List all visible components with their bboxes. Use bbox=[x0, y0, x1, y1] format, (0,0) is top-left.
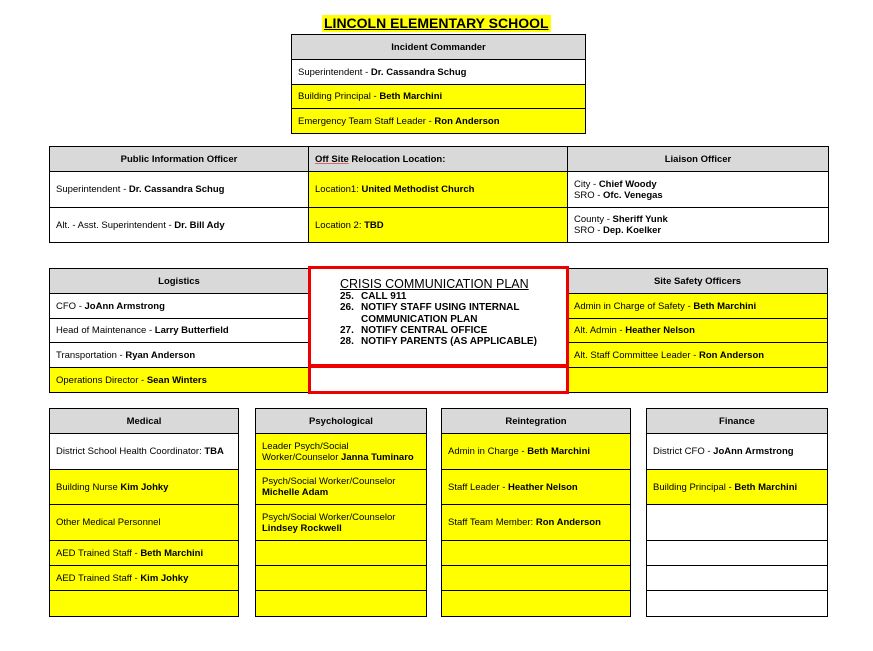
table-row: Admin in Charge - Beth Marchini bbox=[442, 434, 631, 470]
public-info-header: Public Information Officer bbox=[50, 147, 309, 172]
table-row: City - Chief Woody SRO - Ofc. Venegas bbox=[568, 172, 829, 208]
table-row-empty bbox=[647, 591, 828, 617]
table-row: Superintendent - Dr. Cassandra Schug bbox=[292, 60, 586, 85]
table-row-empty bbox=[647, 541, 828, 566]
table-row: CFO - JoAnn Armstrong bbox=[50, 294, 309, 319]
crisis-plan-title: CRISIS COMMUNICATION PLAN bbox=[340, 277, 529, 291]
table-row-empty bbox=[50, 591, 239, 617]
table-row: Emergency Team Staff Leader - Ron Anderson bbox=[292, 109, 586, 134]
reintegration-header: Reintegration bbox=[442, 409, 631, 434]
school-title: LINCOLN ELEMENTARY SCHOOL bbox=[324, 15, 549, 31]
table-row: Location1: United Methodist Church bbox=[309, 172, 568, 208]
table-row: Alt. - Asst. Superintendent - Dr. Bill Ady bbox=[50, 208, 309, 243]
list-item: 28. NOTIFY PARENTS (AS APPLICABLE) bbox=[340, 336, 537, 348]
table-row: Staff Team Member: Ron Anderson bbox=[442, 505, 631, 541]
list-item: 25. CALL 911 bbox=[340, 291, 407, 302]
crisis-plan-empty-box bbox=[308, 365, 569, 394]
psychological-table bbox=[255, 408, 427, 617]
table-row-empty bbox=[256, 566, 427, 591]
medical-header: Medical bbox=[50, 409, 239, 434]
list-item: 27. NOTIFY CENTRAL OFFICE bbox=[340, 324, 488, 336]
table-row: AED Trained Staff - Kim Johky bbox=[50, 566, 239, 591]
table-row: Superintendent - Dr. Cassandra Schug bbox=[50, 172, 309, 208]
table-row: Operations Director - Sean Winters bbox=[50, 368, 309, 393]
table-row: County - Sheriff Yunk SRO - Dep. Koelker bbox=[568, 208, 829, 243]
table-row: Transportation - Ryan Anderson bbox=[50, 343, 309, 368]
table-row: Psych/Social Worker/Counselor Lindsey Rockwell bbox=[256, 505, 427, 541]
table-row-empty bbox=[647, 505, 828, 541]
table-row: Alt. Admin - Heather Nelson bbox=[568, 319, 828, 343]
table-row-empty bbox=[256, 591, 427, 617]
offsite-header: Off Site Relocation Location: bbox=[309, 147, 568, 172]
logistics-table bbox=[49, 268, 309, 393]
table-row: Staff Leader - Heather Nelson bbox=[442, 470, 631, 505]
table-row: Building Nurse Kim Johky bbox=[50, 470, 239, 505]
table-row-empty bbox=[568, 368, 828, 393]
table-row: District CFO - JoAnn Armstrong bbox=[647, 434, 828, 470]
command-staff-table bbox=[49, 146, 829, 243]
logistics-header: Logistics bbox=[50, 269, 309, 294]
table-row-empty bbox=[442, 541, 631, 566]
medical-table bbox=[49, 408, 239, 617]
incident-commander-table bbox=[291, 34, 586, 134]
table-row: Head of Maintenance - Larry Butterfield bbox=[50, 319, 309, 343]
table-row: District School Health Coordinator: TBA bbox=[50, 434, 239, 470]
reintegration-table bbox=[441, 408, 631, 617]
list-item: 26. NOTIFY STAFF USING INTERNAL COMMUNICATION PLAN bbox=[340, 302, 520, 325]
finance-table bbox=[646, 408, 828, 617]
table-row-empty bbox=[647, 566, 828, 591]
incident-commander-header: Incident Commander bbox=[292, 35, 586, 60]
table-row: Building Principal - Beth Marchini bbox=[647, 470, 828, 505]
finance-header: Finance bbox=[647, 409, 828, 434]
table-row: Leader Psych/Social Worker/Counselor Janna Tuminaro bbox=[256, 434, 427, 470]
psychological-header: Psychological bbox=[256, 409, 427, 434]
site-safety-table bbox=[567, 268, 828, 393]
table-row: Psych/Social Worker/Counselor Michelle Adam bbox=[256, 470, 427, 505]
crisis-plan-list bbox=[337, 291, 566, 347]
table-row: Building Principal - Beth Marchini bbox=[292, 85, 586, 109]
crisis-plan-box bbox=[308, 266, 569, 367]
table-row: Location 2: TBD bbox=[309, 208, 568, 243]
table-row-empty bbox=[256, 541, 427, 566]
table-row: Alt. Staff Committee Leader - Ron Anderson bbox=[568, 343, 828, 368]
liaison-header: Liaison Officer bbox=[568, 147, 829, 172]
site-safety-header: Site Safety Officers bbox=[568, 269, 828, 294]
table-row: AED Trained Staff - Beth Marchini bbox=[50, 541, 239, 566]
table-row: Admin in Charge of Safety - Beth Marchini bbox=[568, 294, 828, 319]
table-row-empty bbox=[442, 591, 631, 617]
table-row-empty bbox=[442, 566, 631, 591]
table-row: Other Medical Personnel bbox=[50, 505, 239, 541]
